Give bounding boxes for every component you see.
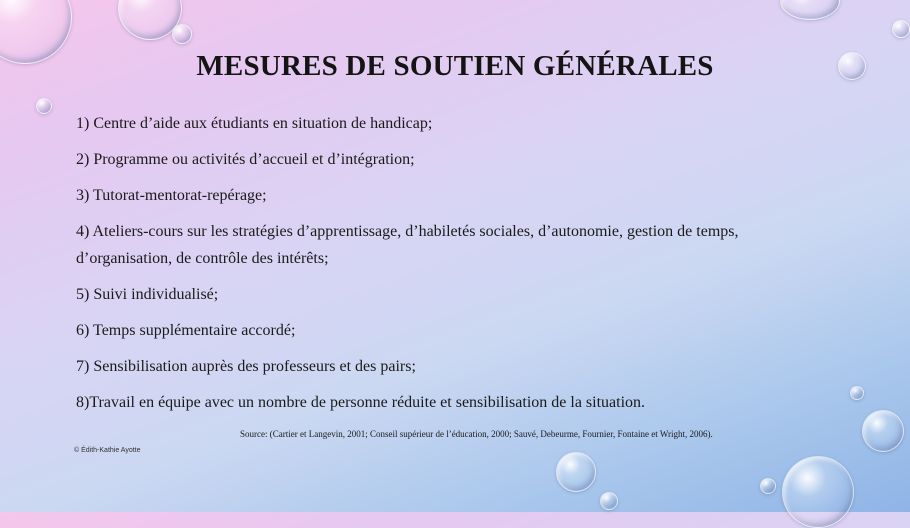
- list-item: 5) Suivi individualisé;: [76, 286, 219, 303]
- list-item: 2) Programme ou activités d’accueil et d’intégration;: [76, 151, 415, 168]
- list-item: 1) Centre d’aide aux étudiants en situation de handicap;: [76, 115, 433, 132]
- bubble-decoration: [36, 98, 52, 114]
- bubble-decoration: [172, 24, 192, 44]
- bubble-decoration: [862, 410, 904, 452]
- bubble-decoration: [780, 0, 840, 20]
- bubble-decoration: [600, 492, 618, 510]
- bubble-decoration: [760, 478, 776, 494]
- list-item: 3) Tutorat-mentorat-repérage;: [76, 187, 267, 204]
- list-item: 6) Temps supplémentaire accordé;: [76, 322, 296, 339]
- bubble-decoration: [556, 452, 596, 492]
- slide-title: MESURES DE SOUTIEN GÉNÉRALES: [196, 50, 714, 82]
- copyright-notice: © Édith-Kathie Ayotte: [74, 447, 141, 454]
- bubble-decoration: [892, 20, 910, 38]
- list-item: 4) Ateliers-cours sur les stratégies d’apprentissage, d’habiletés sociales, d’autonomie, gestion de temps, d’organisation, de contrôle des intérêts;: [76, 223, 739, 267]
- bubble-decoration: [850, 386, 864, 400]
- support-measures-list: [76, 110, 836, 425]
- source-citation: Source: (Cartier et Langevin, 2001; Conseil supérieur de l’éducation, 2000; Sauvé, Debeurme, Fournier, Fontaine et Wright, 2006).: [240, 429, 713, 439]
- list-item: 7) Sensibilisation auprès des professeurs et des pairs;: [76, 358, 416, 375]
- bubble-decoration: [782, 456, 854, 528]
- list-item: 8)Travail en équipe avec un nombre de personne réduite et sensibilisation de la situation.: [76, 394, 646, 411]
